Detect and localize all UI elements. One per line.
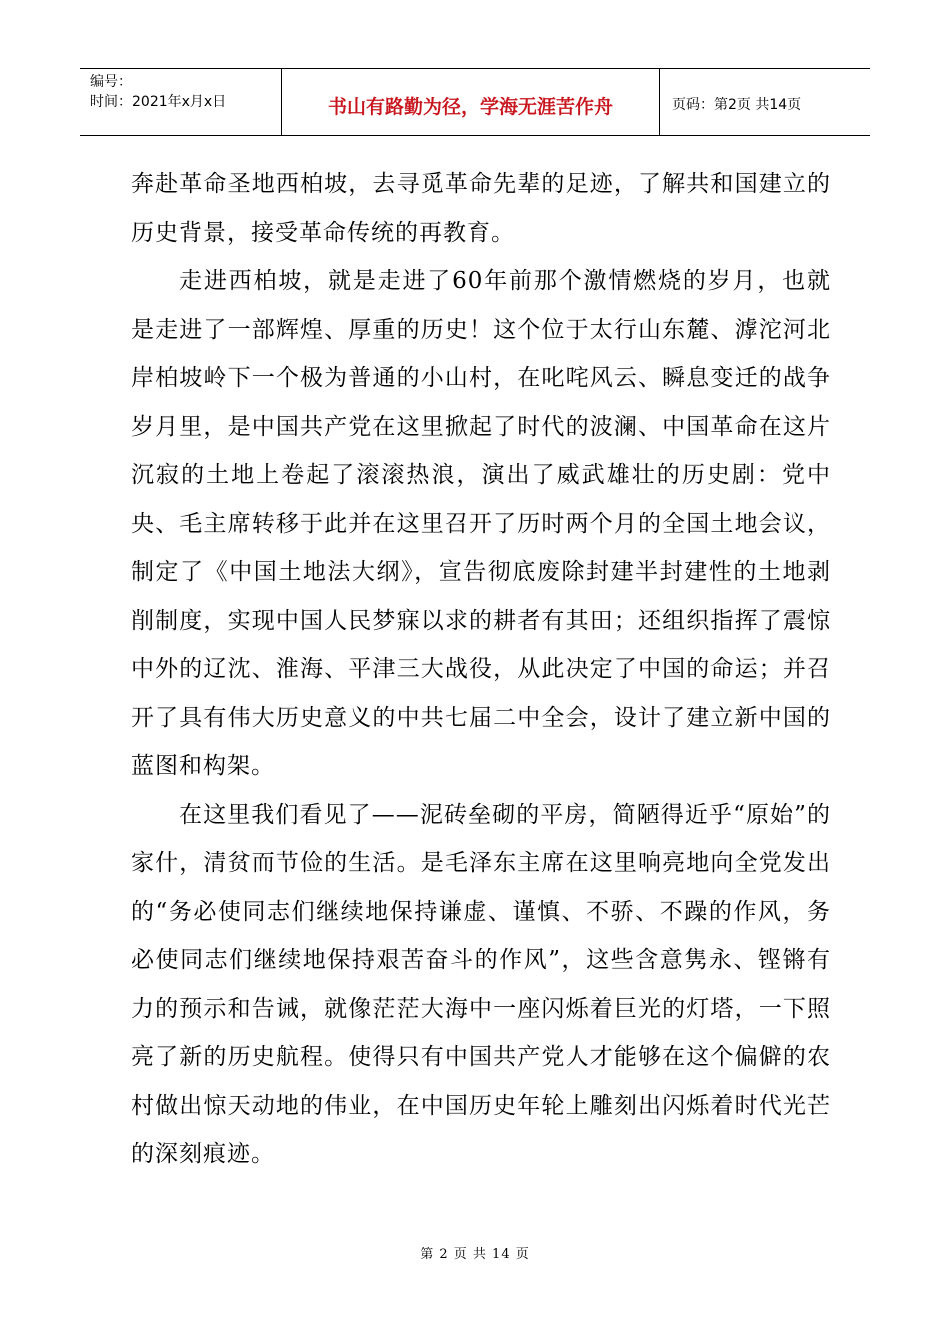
header-motto: 书山有路勤为径，学海无涯苦作舟 <box>282 69 660 135</box>
page-footer: 第 2 页 共 14 页 <box>420 1247 530 1262</box>
paragraph-2: 走进西柏坡，就是走进了60年前那个激情燃烧的岁月，也就是走进了一部辉煌、厚重的历史！这个位于太行山东麓、滹沱河北岸柏坡岭下一个极为普通的小山村，在叱咤风云、瞬息变迁的战争岁月里，是中国共产党在这里掀起了时代的波澜、中国革命在这片沉寂的土地上卷起了滚滚热浪，演出了威武雄壮的历史剧：党中央、毛主席转移于此并在这里召开了历时两个月的全国土地会议，制定了《中国土地法大纲》，宣告彻底废除封建半封建性的土地剥削制度，实现中国人民梦寐以求的耕者有其田；还组织指挥了震惊中外的辽沈、淮海、平津三大战役，从此决定了中国的命运；并召开了具有伟大历史意义的中共七届二中全会，设计了建立新中国的蓝图和构架。 <box>131 268 831 779</box>
paragraph-1: 奔赴革命圣地西柏坡，去寻觅革命先辈的足迹，了解共和国建立的历史背景，接受革命传统的再教育。 <box>131 171 831 246</box>
header-meta <box>80 69 282 135</box>
paragraph-3: 在这里我们看见了——泥砖垒砌的平房，简陋得近乎“原始”的家什，清贫而节俭的生活。是毛泽东主席在这里响亮地向全党发出的“务必使同志们继续地保持谦虚、谨慎、不骄、不躁的作风，务必使同志们继续地保持艰苦奋斗的作风”，这些含意隽永、铿锵有力的预示和告诫，就像茫茫大海中一座闪烁着巨光的灯塔，一下照亮了新的历史航程。使得只有中国共产党人才能够在这个偏僻的农村做出惊天动地的伟业，在中国历史年轮上雕刻出闪烁着时代光芒的深刻痕迹。 <box>131 801 831 1167</box>
header-page-info: 页码：第2页 共14页 <box>672 97 802 113</box>
serial-label: 编号： <box>90 74 132 90</box>
document-body <box>131 160 831 1179</box>
page-header <box>80 68 870 136</box>
time-label: 时间：2021年x月x日 <box>90 94 227 110</box>
